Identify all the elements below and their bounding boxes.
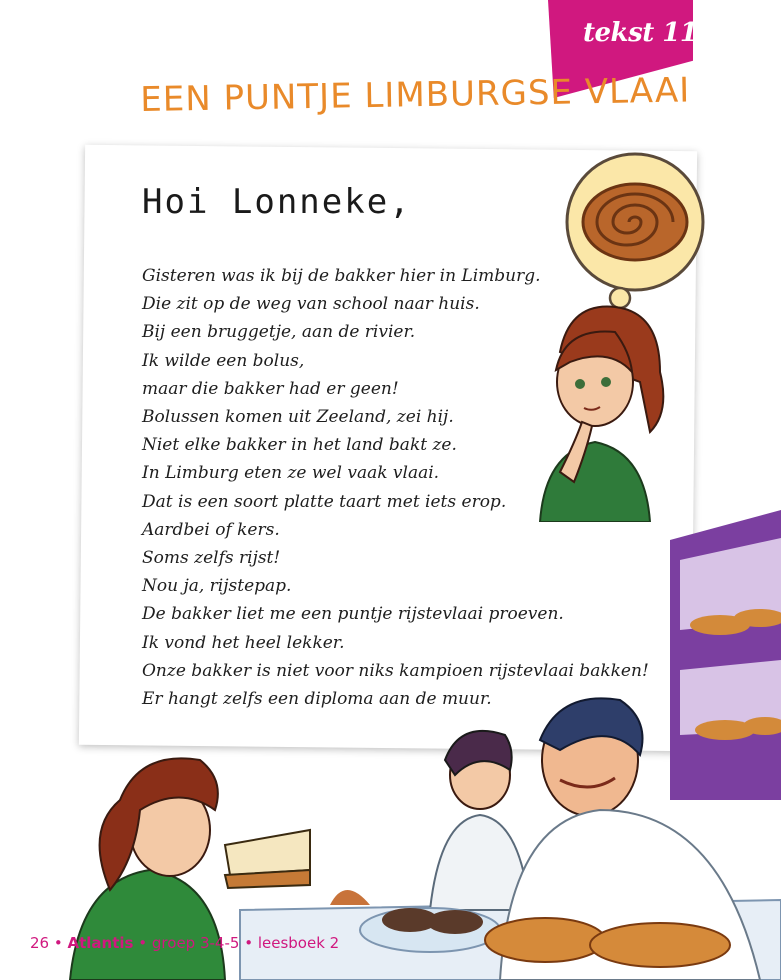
footer-separator: • xyxy=(53,934,63,952)
vlaai-slice-icon xyxy=(225,830,310,888)
footer-separator: • xyxy=(244,934,254,952)
letter-greeting: Hoi Lonneke, xyxy=(142,182,412,222)
letter-line: Er hangt zelfs een diploma aan de muur. xyxy=(142,689,492,710)
letter-line: Niet elke bakker in het land bakt ze. xyxy=(142,435,457,456)
footer-book: leesboek 2 xyxy=(257,934,340,952)
letter-line: Ik vond het heel lekker. xyxy=(142,632,345,653)
letter-line: In Limburg eten ze wel vaak vlaai. xyxy=(142,463,440,484)
letter-line: Nou ja, rijstepap. xyxy=(142,576,292,597)
letter-line: Die zit op de weg van school naar huis. xyxy=(142,294,480,315)
letter-line: Bolussen komen uit Zeeland, zei hij. xyxy=(142,407,454,428)
page-number: 26 xyxy=(30,934,50,952)
letter-line: Bij een bruggetje, aan de rivier. xyxy=(142,322,416,343)
letter-body xyxy=(142,262,649,713)
page-title: EEN PUNTJE LIMBURGSE VLAAI xyxy=(140,70,691,120)
letter-line: maar die bakker had er geen! xyxy=(142,378,399,399)
letter-line: Soms zelfs rijst! xyxy=(142,548,281,569)
bolus-pastry-icon xyxy=(583,184,687,260)
letter-line: Aardbei of kers. xyxy=(142,519,280,540)
footer-brand: Atlantis xyxy=(67,934,134,952)
footer-group: groep 3-4-5 xyxy=(151,934,240,952)
page-footer xyxy=(30,934,339,952)
letter-line: Gisteren was ik bij de bakker hier in Limburg. xyxy=(142,266,541,286)
letter-line: Onze bakker is niet voor niks kampioen rijstevlaai bakken! xyxy=(142,660,649,681)
text-number-label: tekst 11 xyxy=(583,18,698,48)
letter-line: Ik wilde een bolus, xyxy=(142,350,305,371)
letter-line: Dat is een soort platte taart met iets erop. xyxy=(142,491,507,512)
letter-line: De bakker liet me een puntje rijstevlaai proeven. xyxy=(142,604,564,625)
footer-separator: • xyxy=(138,934,148,952)
